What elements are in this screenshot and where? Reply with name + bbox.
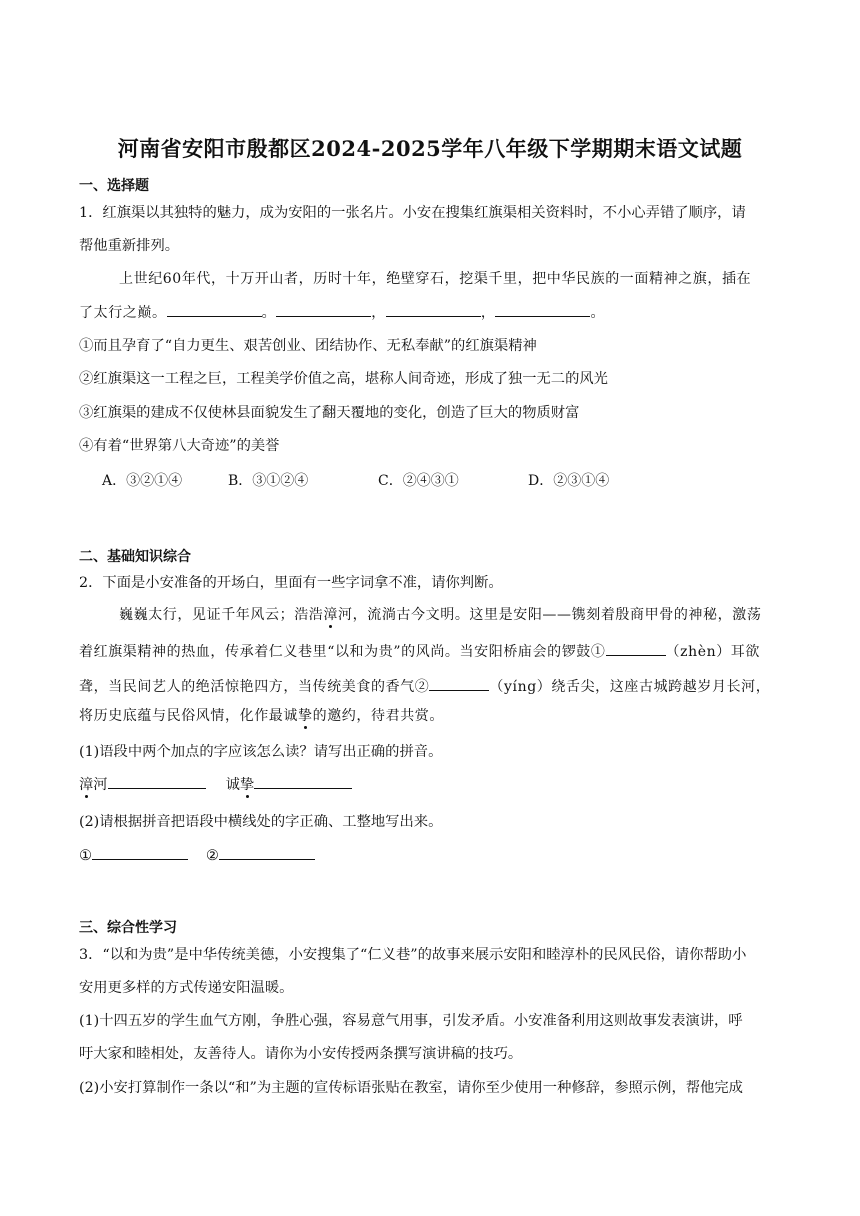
sentence-item-3: ③红旗渠的建成不仅使林县面貌发生了翻天覆地的变化，创造了巨大的物质财富	[79, 405, 580, 421]
passage-text: 将历史底蕴与民俗风情，化作最诚	[79, 708, 298, 724]
section-heading-integrated: 三、综合性学习	[79, 920, 177, 936]
sentence-item-2: ②红旗渠这一工程之巨，工程美学价值之高，堪称人间奇迹，形成了独一无二的风光	[79, 371, 608, 387]
page-title: 河南省安阳市殷都区2024-2025学年八年级下学期期末语文试题	[117, 136, 743, 161]
passage-text: 的邀约，待君共赏。	[312, 708, 445, 724]
question-3-sub-2: (2)小安打算制作一条以“和”为主题的宣传标语张贴在教室，请你至少使用一种修辞，参照示例，帮他完成	[79, 1080, 743, 1096]
question-2-passage-line-3	[79, 676, 770, 697]
question-1-passage: 上世纪60年代，十万开山者，历时十年，绝壁穿石，挖渠千里，把中华民族的一面精神之旗，插在	[119, 271, 752, 287]
blank-number: ①	[79, 848, 92, 864]
passage-text: 了太行之巅。	[79, 305, 167, 321]
pinyin-blank-1[interactable]	[108, 774, 206, 789]
question-2-sub-2-answers	[79, 845, 315, 866]
answer-blank-1[interactable]	[606, 641, 666, 656]
answer-blank[interactable]	[386, 302, 481, 317]
question-2-sub-1: (1)语段中两个加点的字应该怎么读？请写出正确的拼音。	[79, 744, 443, 760]
passage-text: （yíng）绕舌尖，这座古城跨越岁月长河，	[489, 679, 771, 695]
option-d[interactable]: D．②③①④	[528, 473, 610, 489]
question-2-sub-2: (2)请根据拼音把语段中横线处的字正确、工整地写出来。	[79, 814, 443, 830]
punctuation: ，	[480, 305, 496, 321]
section-heading-choice: 一、选择题	[79, 178, 149, 194]
sentence-item-4: ④有着“世界第八大奇迹”的美誉	[79, 438, 280, 454]
question-2-stem: 2．下面是小安准备的开场白，里面有一些字词拿不准，请你判断。	[79, 575, 503, 591]
question-2-passage-line-2	[79, 641, 760, 662]
punctuation: ，	[371, 305, 386, 321]
question-3-stem: 3．“以和为贵”是中华传统美德，小安搜集了“仁义巷”的故事来展示安阳和睦淳朴的民风民俗，请你帮助小	[79, 947, 747, 963]
answer-blank-2[interactable]	[429, 676, 489, 691]
blank-number: ②	[205, 848, 219, 864]
punctuation: 。	[590, 305, 606, 321]
pinyin-blank-2[interactable]	[254, 774, 352, 789]
question-3-sub-1-cont: 吁大家和睦相处，友善待人。请你为小安传授两条撰写演讲稿的技巧。	[79, 1046, 523, 1062]
answer-blank[interactable]	[167, 302, 262, 317]
answer-blank[interactable]	[276, 302, 371, 317]
passage-text: 着红旗渠精神的热血，传承着仁义巷里“以和为贵”的风尚。当安阳桥庙会的锣鼓①	[79, 644, 606, 660]
question-1-stem-cont: 帮他重新排列。	[79, 238, 180, 254]
question-2-sub-1-answers	[79, 774, 352, 795]
question-2-passage-line-4	[79, 706, 444, 726]
word-text: 河	[93, 777, 108, 793]
dotted-character: 挚	[239, 777, 255, 793]
passage-text: （zhèn）耳欲	[665, 644, 761, 660]
character-blank-1[interactable]	[92, 845, 188, 860]
section-heading-basics: 二、基础知识综合	[79, 549, 191, 565]
question-1-passage-blanks	[79, 302, 605, 323]
option-c[interactable]: C．②④③①	[378, 473, 459, 489]
passage-text: 聋，当民间艺人的绝活惊艳四方，当传统美食的香气②	[79, 679, 430, 695]
passage-text: 河，流淌古今文明。这里是安阳——镌刻着殷商甲骨的神秘，激荡	[338, 607, 762, 623]
option-a[interactable]: A．③②①④	[102, 473, 183, 489]
dotted-character: 挚	[298, 708, 313, 724]
dotted-character: 漳	[79, 777, 94, 793]
question-3-stem-cont: 安用更多样的方式传递安阳温暖。	[79, 980, 294, 996]
passage-text: 巍巍太行，见证千年风云；浩浩	[119, 607, 324, 623]
option-b[interactable]: B．③①②④	[228, 473, 309, 489]
answer-blank[interactable]	[495, 302, 590, 317]
dotted-character: 漳	[323, 607, 339, 623]
character-blank-2[interactable]	[219, 845, 315, 860]
question-1-stem: 1．红旗渠以其独特的魅力，成为安阳的一张名片。小安在搜集红旗渠相关资料时，不小心弄错了顺序，请	[79, 205, 746, 221]
word-text: 诚	[225, 777, 240, 793]
question-3-sub-1: (1)十四五岁的学生血气方刚，争胜心强，容易意气用事，引发矛盾。小安准备利用这则故事发表演讲，呼	[79, 1013, 743, 1029]
punctuation: 。	[261, 305, 277, 321]
question-2-passage-line-1	[119, 605, 761, 625]
sentence-item-1: ①而且孕育了“自力更生、艰苦创业、团结协作、无私奉献”的红旗渠精神	[79, 338, 537, 354]
